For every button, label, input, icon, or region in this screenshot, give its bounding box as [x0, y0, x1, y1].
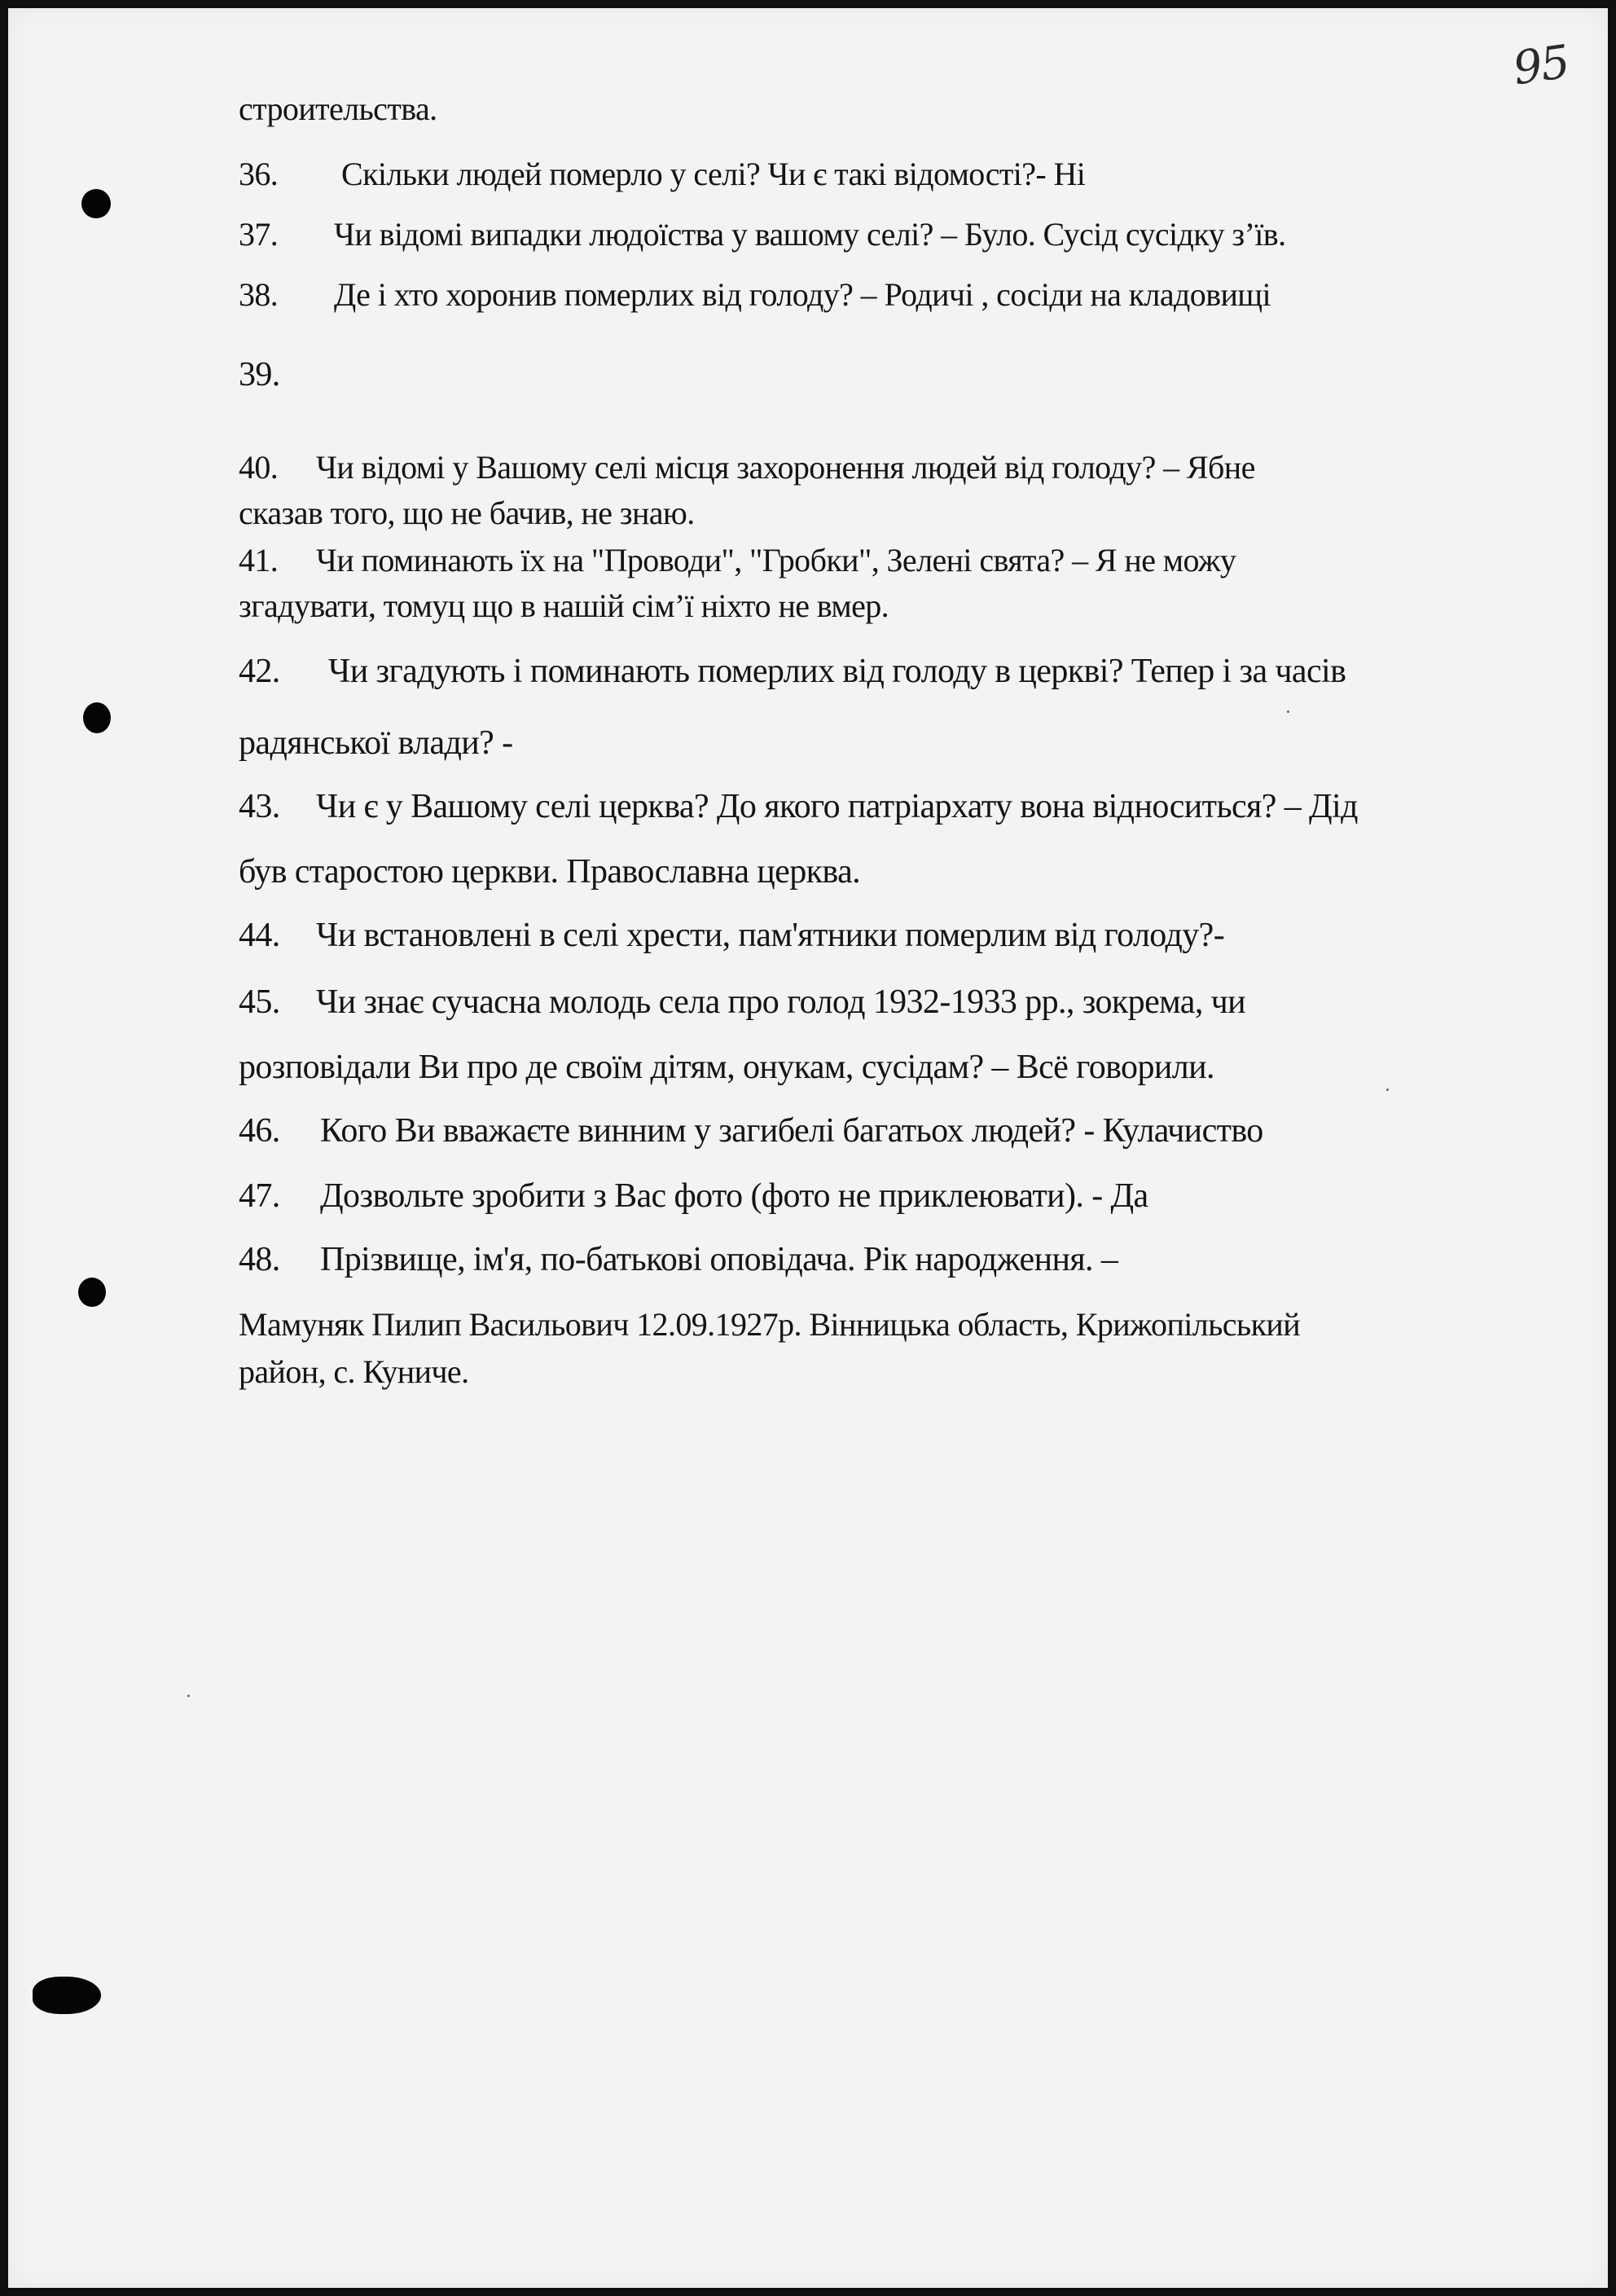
question-text: був старостою церкви. Православна церква.	[239, 853, 861, 891]
question-line	[239, 1177, 1148, 1216]
question-text: Де і хто хоронив померлих від голоду? – Родичі , сосіди на кладовищі	[334, 276, 1271, 313]
question-number: 46.	[239, 1112, 280, 1150]
question-line	[239, 541, 1236, 580]
question-line	[239, 448, 1255, 487]
question-continuation	[239, 587, 889, 626]
narrator-info	[239, 1305, 1300, 1344]
question-line	[239, 275, 1271, 314]
binding-hole-3	[78, 1278, 106, 1307]
question-number: 41.	[239, 542, 279, 578]
question-line	[239, 1111, 1263, 1150]
question-number: 39.	[239, 356, 280, 394]
text-line	[239, 90, 437, 129]
question-continuation	[239, 724, 513, 763]
question-number: 38.	[239, 276, 279, 313]
question-text: Чи встановлені в селі хрести, пам'ятники померлим від голоду?-	[316, 917, 1225, 954]
question-line	[239, 652, 1346, 691]
question-number: 47.	[239, 1177, 280, 1215]
narrator-text: Мамуняк Пилип Васильович 12.09.1927р. Вінницька область, Крижопільський	[239, 1306, 1301, 1343]
question-line	[239, 215, 1286, 254]
question-text: Чи поминають їх на "Проводи", "Гробки", Зелені свята? – Я не можу	[316, 542, 1236, 578]
question-text: Кого Ви вважаєте винним у загибелі багатьох людей? - Кулачиство	[320, 1112, 1263, 1150]
scan-speck	[1386, 1089, 1389, 1091]
question-text: Дозвольте зробити з Вас фото (фото не приклеювати). - Да	[320, 1177, 1148, 1215]
binding-hole-1	[81, 189, 111, 218]
question-continuation	[239, 1048, 1214, 1087]
question-line	[239, 155, 1085, 194]
question-number: 45.	[239, 983, 280, 1021]
question-number: 40.	[239, 449, 279, 486]
question-line	[239, 355, 280, 394]
question-text: розповідали Ви про де своїм дітям, онукам, сусідам? – Всё говорили.	[239, 1049, 1214, 1086]
question-text: радянської влади? -	[239, 724, 513, 762]
question-line	[239, 916, 1224, 955]
question-continuation	[239, 494, 695, 533]
question-text: Скільки людей померло у селі? Чи є такі відомості?- Ні	[341, 156, 1086, 192]
binding-hole-2	[83, 702, 111, 733]
question-number: 44.	[239, 917, 280, 954]
question-text: сказав того, що не бачив, не знаю.	[239, 495, 695, 531]
question-number: 43.	[239, 788, 280, 825]
question-continuation	[239, 852, 860, 891]
question-text: Чи згадують і поминають померлих від голоду в церкві? Тепер і за часів	[328, 653, 1346, 690]
question-number: 42.	[239, 653, 280, 690]
handwritten-page-number: 95	[1509, 35, 1572, 96]
question-text: Чи відомі випадки людоїства у вашому селі? – Було. Сусід сусідку з’їв.	[334, 216, 1286, 253]
binding-hole-4	[33, 1977, 101, 2014]
question-number: 48.	[239, 1241, 280, 1278]
scan-speck	[187, 1695, 190, 1697]
question-line	[239, 983, 1245, 1022]
narrator-info	[239, 1353, 468, 1392]
question-number: 37.	[239, 216, 279, 253]
question-text: Прізвище, ім'я, по-батькові оповідача. Рік народження. –	[320, 1241, 1118, 1278]
question-text: згадувати, томуц що в нашій сім’ї ніхто не вмер.	[239, 587, 889, 624]
question-line	[239, 1240, 1118, 1279]
scan-speck	[1287, 710, 1289, 713]
question-number: 36.	[239, 156, 279, 192]
narrator-text: район, с. Куниче.	[239, 1353, 469, 1390]
question-text: Чи є у Вашому селі церква? До якого патріархату вона відноситься? – Дід	[316, 788, 1358, 825]
question-text: Чи відомі у Вашому селі місця захоронення людей від голоду? – Ябне	[316, 449, 1255, 486]
line-text: строительства.	[239, 90, 437, 127]
question-line	[239, 787, 1358, 826]
question-text: Чи знає сучасна молодь села про голод 1932-1933 рр., зокрема, чи	[316, 983, 1246, 1021]
